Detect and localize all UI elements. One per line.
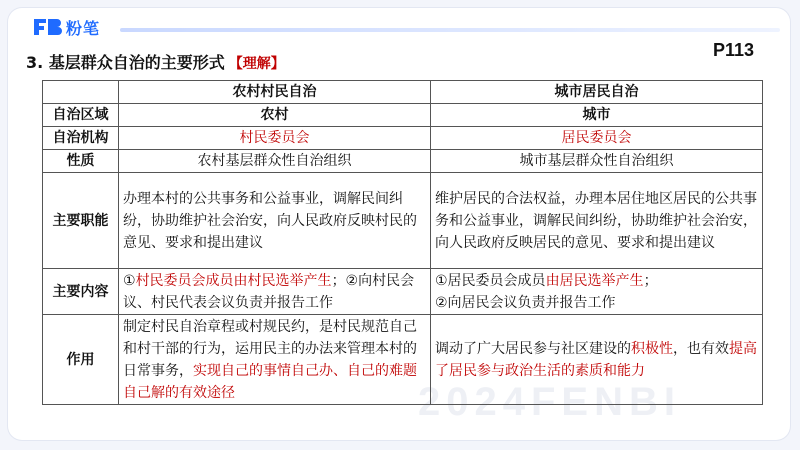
highlight-text: 村民委员会成员由村民选举产生 (135, 272, 332, 289)
cell-text: 制定村民自治章程或村规民约，是村民规范自己和村干部的行为，运用民主的办法来管理本村的日常事务， (123, 318, 417, 379)
row-label: 性质 (43, 150, 119, 173)
section-title-text: 3. 基层群众自治的主要形式 (26, 53, 225, 72)
table-row (43, 104, 763, 127)
section-title (26, 50, 285, 73)
cell-text: ； (643, 272, 658, 289)
highlight-text: 实现自己的事情自己办、自己的难题自己解的有效途径 (123, 362, 417, 401)
brand-logo (34, 14, 100, 40)
cell-text: 农村 (260, 107, 289, 123)
header-village: 农村村民自治 (119, 81, 431, 104)
city-cell (431, 104, 763, 127)
table-row (43, 315, 763, 405)
highlight-text: 提高了居民参与政治生活的素质和能力 (435, 340, 757, 379)
row-label: 自治机构 (43, 127, 119, 150)
header-empty (43, 81, 119, 104)
slide-card (8, 8, 790, 440)
village-cell (119, 315, 431, 405)
city-cell (431, 315, 763, 405)
village-cell (119, 173, 431, 269)
city-cell (431, 127, 763, 150)
table-row (43, 269, 763, 315)
cell-text: 城市 (582, 107, 611, 123)
highlight-text: 村民委员会 (239, 130, 310, 146)
row-label: 自治区域 (43, 104, 119, 127)
highlight-text: 由居民选举产生 (545, 272, 644, 289)
comparison-table (42, 80, 763, 405)
village-cell (119, 150, 431, 173)
table-row (43, 173, 763, 269)
table-row (43, 150, 763, 173)
cell-text: 办理本村的公共事务和公益事业，调解民间纠纷，协助维护社会治安，向人民政府反映村民的意见、要求和提出建议 (123, 190, 417, 251)
cell-text: ，也有效 (673, 340, 729, 357)
section-tag: 【理解】 (228, 56, 285, 72)
cell-text: ；②向村民会议、村民代表会议负责并报告工作 (123, 272, 415, 311)
village-cell (119, 127, 431, 150)
cell-text: 维护居民的合法权益，办理本居住地区居民的公共事务和公益事业，调解民间纠纷，协助维护社会治安，向人民政府反映居民的意见、要求和提出建议 (435, 190, 757, 251)
cell-text: ① (123, 272, 136, 289)
watermark: 2024FENBI (418, 380, 681, 424)
table-header-row (43, 81, 763, 104)
header-city: 城市居民自治 (431, 81, 763, 104)
header-divider (120, 28, 780, 32)
highlight-text: 积极性 (631, 340, 673, 357)
highlight-text: 居民委员会 (561, 130, 632, 146)
cell-text: 农村基层群众性自治组织 (197, 153, 352, 169)
row-label: 主要内容 (43, 269, 119, 315)
cell-text: 调动了广大居民参与社区建设的 (435, 340, 631, 357)
row-label: 主要职能 (43, 173, 119, 269)
row-label: 作用 (43, 315, 119, 405)
village-cell (119, 269, 431, 315)
cell-text: ②向居民会议负责并报告工作 (435, 294, 616, 311)
village-cell (119, 104, 431, 127)
page-number: P113 (712, 40, 754, 60)
fenbi-logo-icon (34, 17, 62, 37)
city-cell (431, 173, 763, 269)
brand-name: 粉笔 (66, 18, 101, 38)
table-row (43, 127, 763, 150)
cell-text: 城市基层群众性自治组织 (519, 153, 674, 169)
cell-text: ①居民委员会成员 (435, 272, 546, 289)
city-cell (431, 269, 763, 315)
city-cell (431, 150, 763, 173)
